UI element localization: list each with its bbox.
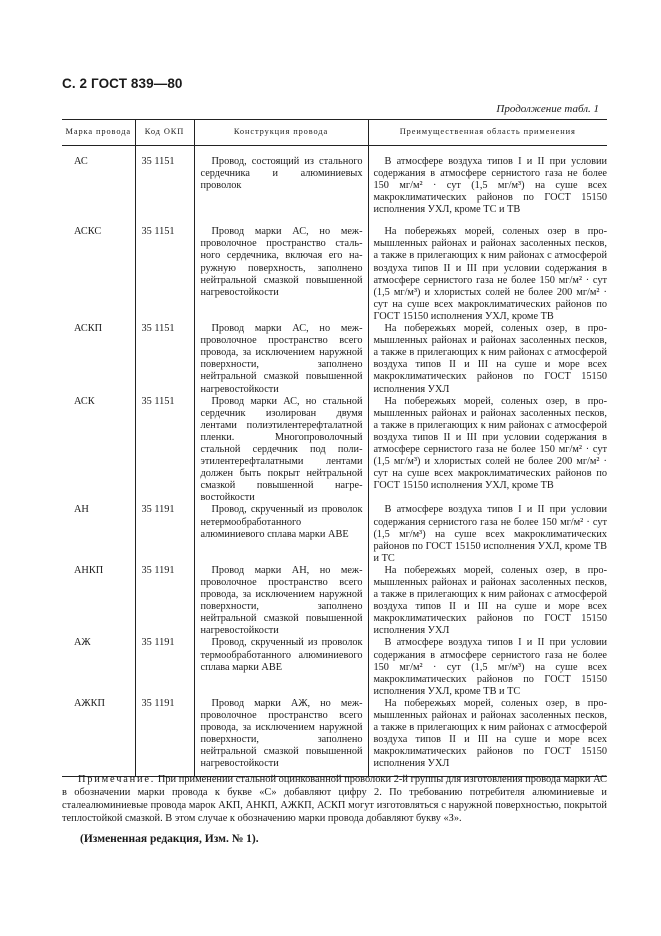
okp-code-cell: 35 1191 [135,565,194,638]
table-note [62,773,607,825]
wire-design-cell: Провод марки АС, но межпроволочное пространство всего провода, за исключением наружной поверхности, заполнено нейтральной смазкой повышенной нагревостойкости [194,323,368,396]
header-application-area: Преимущественная область применения [368,120,607,146]
wire-design-cell: Провод марки АС, но межпроволочное пространство стального сердечника, включая его наружную поверхность, заполнено нейтральной смазкой повышенной нагревостойкости [194,226,368,323]
application-cell: На побережьях морей, соленых озер в промышленных районах и районах засоленных песков, а также в прилегающих к ним районах с атмосферой воздуха типов II и III при условии содержания в атмосфере сернистого газа не более 150 мг/м² · сут (1,5 мг/м³) и хлористых солей не более 200 мг/м² · сут на суше всех макроклиматических районов по ГОСТ 15150 исполнения УХЛ, кроме ТВ [368,226,607,323]
wire-grade-cell: АСКС [74,226,102,238]
okp-code-cell: 35 1191 [135,637,194,697]
okp-code-cell: 35 1151 [135,323,194,396]
header-okp-code: Код ОКП [135,120,194,146]
okp-code-cell: 35 1151 [135,226,194,323]
wire-grade-cell: АСК [74,395,95,407]
page-header: С. 2 ГОСТ 839—80 [62,76,183,91]
table-continuation-caption: Продолжение табл. 1 [496,103,599,115]
table-row [62,226,607,323]
application-cell: На побережьях морей, соленых озер, в промышленных районах и районах засоленных песков, а также в прилегающих к ним районах с атмосферой воздуха типов II и III на суше и море всех макроклиматических районов по ГОСТ 15150 исполнения УХЛ [368,323,607,396]
wire-design-cell: Провод марки АН, но межпроволочное пространство всего провода, за исключением наружной поверхности, заполнено нейтральной смазкой повышенной нагревостойкости [194,565,368,638]
revision-notice: (Измененная редакция, Изм. № 1). [80,833,259,845]
application-cell: В атмосфере воздуха типов I и II при условии содержания в атмосфере сернистого газа не более 150 мг/м² · сут (1,5 мг/м³) на суше всех макроклиматических районов по ГОСТ 15150 исполнения УХЛ, кроме ТВ и ТС [368,637,607,697]
wire-grades-table [62,119,607,777]
wire-grade-cell: АНКП [74,564,104,576]
application-cell: На побережьях морей, соленых озер, в промышленных районах и районах засоленных песков, а также в прилегающих к ним районах с атмосферой воздуха типов II и III на суше и море всех макроклиматических районов по ГОСТ 15150 исполнения УХЛ [368,698,607,776]
application-cell: На побережьях морей, соленых озер, в промышленных районах и районах засоленных песков, а также в прилегающих к ним районах с атмосферой воздуха типов II и III при условии содержания в атмосфере сернистого газа не более 150 мг/м² · сут (1,5 мг/м³) и хлористых солей не более 200 мг/м² · сут на суше всех макроклиматических районов по ГОСТ 15150 исполнения УХЛ, кроме ТВ [368,396,607,505]
wire-design-cell: Провод марки АЖ, но межпроволочное пространство всего провода, за исключением наружной поверхности, заполнено нейтральной смазкой повышенной нагревостойкости [194,698,368,776]
wire-grade-cell: АН [74,504,89,516]
okp-code-cell: 35 1191 [135,504,194,564]
wire-grade-cell: АС [74,156,88,167]
wire-grade-cell: АСКП [74,323,103,335]
table-row [62,565,607,638]
wire-grade-cell: АЖКП [62,698,135,776]
application-cell: В атмосфере воздуха типов I и II при условии содержания сернистого газа не более 150 мг/м² · сут (1,5 мг/м³) на суше всех макроклиматических районов по ГОСТ 15150 исполнения УХЛ, кроме ТВ и ТС [368,504,607,564]
note-lead: Примечание. [78,774,156,785]
table-row [62,637,607,697]
note-text: При применении стальной оцинкованной проволоки 2-й группы для изготовления провода марки АС в обозначении марки провода к букве «С» добавляют цифру 2. По требованию потребителя алюминиевые и сталеалюминиевые провода марок АКП, АНКП, АЖКП, АСКП могут изготовляться с наружной поверхностью, покрытой теплостойкой смазкой. В этом случае к обозначению марки провода добавляют букву «З». [62,774,607,825]
wire-design-cell: Провод, скрученный из проволок нетермообработанного алюминиевого сплава марки АВЕ [194,504,368,564]
table-row [62,504,607,564]
wire-design-cell: Провод, скрученный из проволок термообработанного алюминиевого сплава марки АВЕ [194,637,368,697]
table-row [62,146,607,227]
table-row [62,698,607,776]
okp-code-cell: 35 1151 [135,396,194,505]
header-wire-grade: Марка провода [62,120,135,146]
okp-code-cell: 35 1191 [135,698,194,776]
wire-design-cell: Провод, состоящий из стального сердечника и алюминиевых проволок [194,146,368,227]
application-cell: На побережьях морей, соленых озер, в промышленных районах и районах засоленных песков, а также в прилегающих к ним районах с атмосферой воздуха типов II и III на суше и море всех макроклиматических районов по ГОСТ 15150 исполнения УХЛ [368,565,607,638]
okp-code-cell: 35 1151 [135,146,194,227]
wire-design-cell: Провод марки АС, но стальной сердечник изолирован двумя лентами полиэтилентерефталатной пленки. Многопроволочный стальной сердечник под полиэтилентерефталатными лентами должен быть покрыт нейтральной смазкой повышенной нагревостойкости [194,396,368,505]
wire-grade-cell: АЖ [74,637,91,649]
table-header-row [62,120,607,146]
table-row [62,323,607,396]
application-cell: В атмосфере воздуха типов I и II при условии содержания в атмосфере сернистого газа не более 150 мг/м² · сут (1,5 мг/м³) на суше всех макроклиматических районов по ГОСТ 15150 исполнения УХЛ, кроме ТС и ТВ [368,146,607,227]
table-row [62,396,607,505]
header-wire-design: Конструкция провода [194,120,368,146]
